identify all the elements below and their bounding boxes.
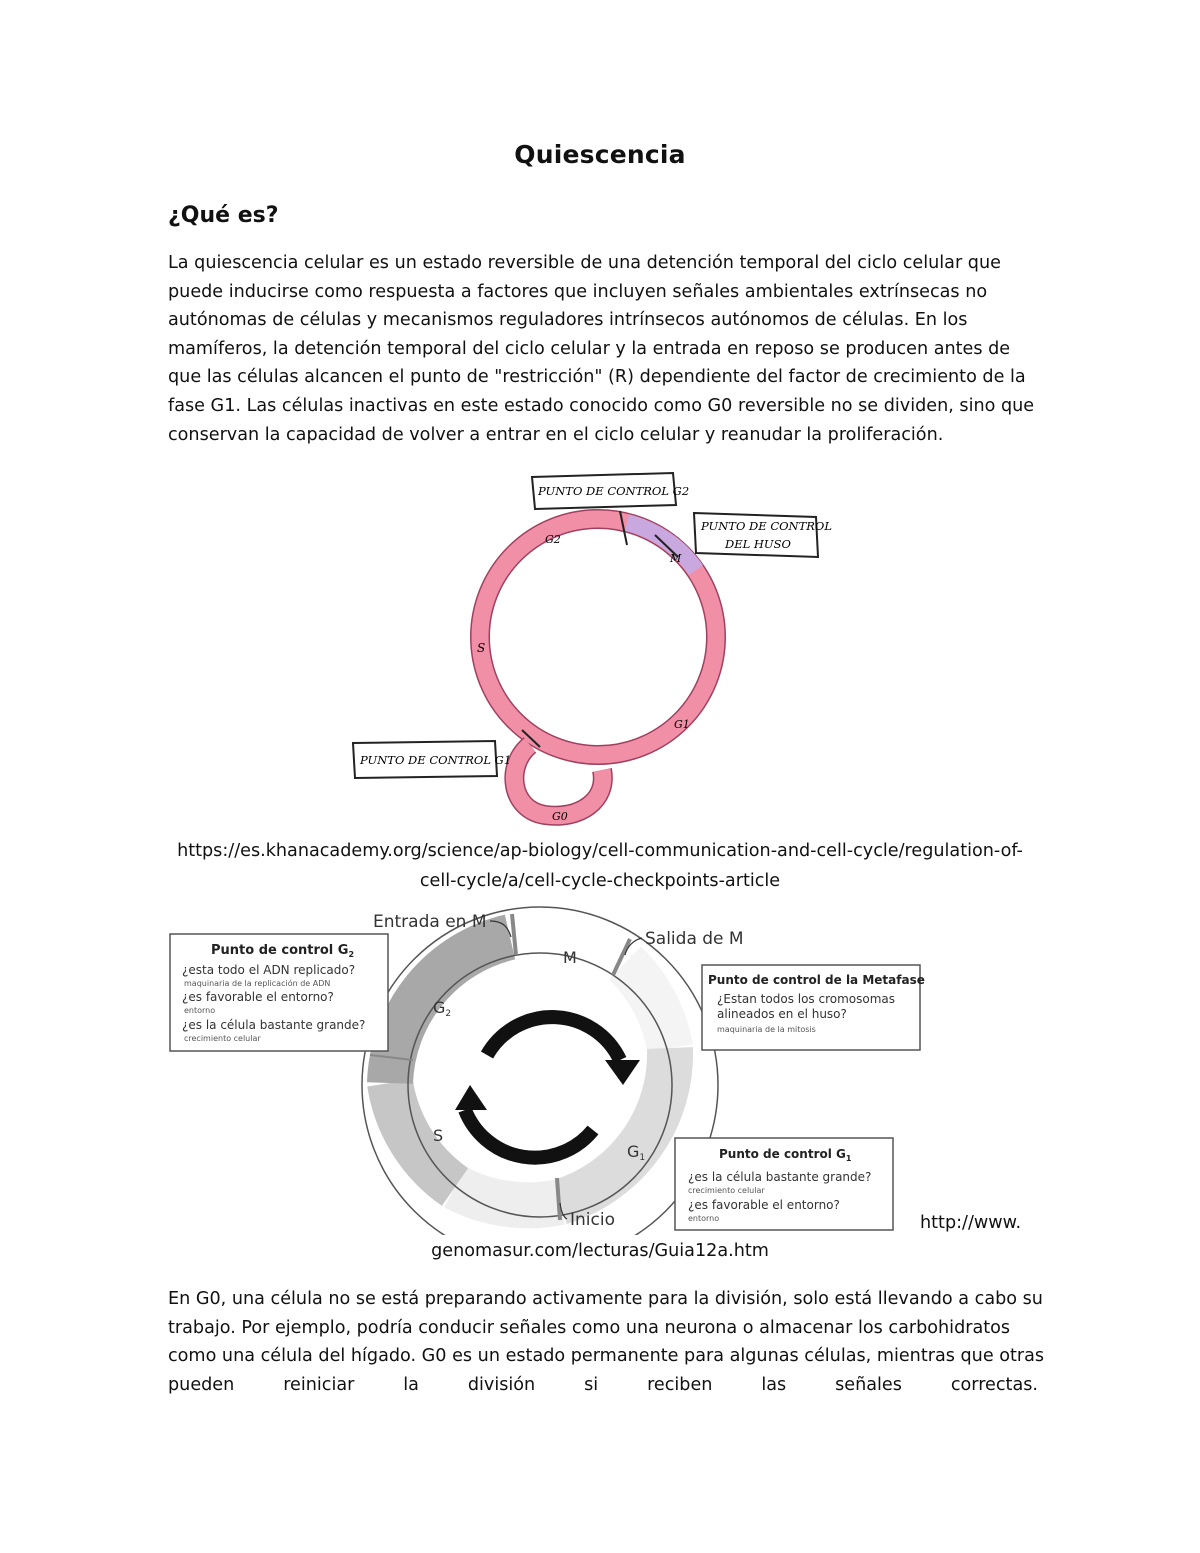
- phase-label-m2: M: [563, 948, 577, 967]
- phase-label-g2: G2: [545, 533, 561, 546]
- phase-label-g2-2: G2: [433, 998, 452, 1019]
- label-salida-m: Salida de M: [645, 929, 744, 949]
- cycle-arrows: [465, 1017, 620, 1158]
- svg-text:entorno: entorno: [688, 1214, 720, 1223]
- phase-label-g0: G0: [552, 810, 568, 823]
- word: correctas.: [950, 1374, 1038, 1395]
- callout-g1: [353, 741, 511, 778]
- paragraph-line: trabajo. Por ejemplo, podría conducir señales como una neurona o almacenar los carbohidratos: [168, 1317, 1011, 1338]
- svg-text:¿Estan todos los cromosomas: ¿Estan todos los cromosomas: [717, 992, 896, 1006]
- caption-line: cell-cycle/a/cell-cycle-checkpoints-article: [419, 871, 781, 891]
- svg-text:maquinaria de la mitosis: maquinaria de la mitosis: [717, 1025, 816, 1034]
- svg-text:entorno: entorno: [184, 1006, 216, 1015]
- paragraph-line: fase G1. Las células inactivas en este estado conocido como G0 reversible no se dividen, sino que: [168, 395, 1035, 416]
- svg-text:crecimiento celular: crecimiento celular: [184, 1034, 261, 1043]
- page-title: Quiescencia: [514, 140, 686, 169]
- word: reiniciar: [283, 1374, 355, 1395]
- callout-g2: [532, 473, 689, 509]
- checkpoint-box-metafase: [702, 965, 925, 1050]
- mitosis-segment: [627, 523, 696, 570]
- cycle-ring-2: [362, 907, 718, 1235]
- word: las: [761, 1374, 787, 1395]
- label-entrada-m: Entrada en M: [373, 912, 487, 932]
- caption-line: https://es.khanacademy.org/science/ap-biology/cell-communication-and-cell-cycle/regulation-of-: [177, 841, 1023, 861]
- word: si: [584, 1374, 599, 1395]
- checkpoint-box-g1: [675, 1138, 893, 1230]
- paragraph-line: autónomas de células y mecanismos reguladores intrínsecos autónomos de células. En los: [168, 310, 968, 331]
- paragraph-line: como una célula del hígado. G0 es un estado permanente para algunas células, mientras que otras: [168, 1346, 1045, 1367]
- callout-spindle-line1: PUNTO DE CONTROL: [701, 519, 832, 533]
- svg-text:¿esta todo el ADN replicado?: ¿esta todo el ADN replicado?: [182, 963, 356, 977]
- word: señales: [835, 1374, 902, 1395]
- label-inicio: Inicio: [570, 1210, 615, 1230]
- svg-text:alineados en el huso?: alineados en el huso?: [717, 1007, 847, 1021]
- svg-text:Punto de control G1: Punto de control $G_1$: [719, 1147, 852, 1163]
- callout-g1-text: PUNTO DE CONTROL G1: [360, 753, 512, 767]
- word: reciben: [647, 1374, 713, 1395]
- paragraph-last-line: [168, 1371, 1038, 1400]
- svg-text:Punto de control G2: Punto de control $G_2$: [211, 943, 355, 959]
- phase-label-s2: S: [433, 1126, 444, 1145]
- word: la: [403, 1374, 419, 1395]
- svg-text:¿es la célula bastante grande?: ¿es la célula bastante grande?: [182, 1018, 366, 1032]
- paragraph-line: puede inducirse como respuesta a factores que incluyen señales ambientales extrínsecas no: [168, 281, 988, 302]
- cell-cycle-diagram-2: [165, 905, 925, 1235]
- svg-text:crecimiento celular: crecimiento celular: [688, 1186, 765, 1195]
- paragraph-line: mamíferos, la detención temporal del ciclo celular y la entrada en reposo se producen antes de: [168, 338, 1011, 359]
- arrow-head: [605, 1060, 640, 1085]
- svg-text:Punto de control de la Metafas: Punto de control de la Metafase: [708, 973, 925, 987]
- phase-label-m: M: [670, 552, 682, 565]
- paragraph-intro: [168, 249, 1038, 449]
- callout-spindle: [694, 513, 832, 557]
- phase-label-s: S: [477, 641, 486, 655]
- paragraph-line: conservan la capacidad de volver a entrar en el ciclo celular y reanudar la proliferación.: [168, 424, 944, 445]
- figure1-caption: [130, 836, 1070, 896]
- paragraph-g0: [168, 1285, 1045, 1399]
- cell-cycle-diagram-1: [340, 465, 840, 835]
- svg-text:maquinaria de la replicación d: maquinaria de la replicación de ADN: [184, 979, 331, 988]
- paragraph-line: La quiescencia celular es un estado reversible de una detención temporal del ciclo celular que: [168, 253, 1001, 273]
- word: pueden: [168, 1374, 235, 1395]
- phase-label-g1-2: G1: [627, 1142, 646, 1163]
- figure2-caption-part2: genomasur.com/lecturas/Guia12a.htm: [431, 1241, 769, 1261]
- paragraph-line: En G0, una célula no se está preparando activamente para la división, solo está llevando a cabo su: [168, 1289, 1043, 1309]
- arrow-head: [455, 1085, 487, 1110]
- svg-text:¿es favorable el entorno?: ¿es favorable el entorno?: [688, 1198, 840, 1212]
- checkpoint-box-g2: [170, 934, 388, 1051]
- figure2-caption-part1: http://www.: [920, 1213, 1022, 1233]
- callout-g2-text: PUNTO DE CONTROL G2: [538, 484, 690, 498]
- phase-label-g1: G1: [674, 718, 690, 731]
- callout-spindle-line2: DEL HUSO: [725, 537, 791, 551]
- svg-text:¿es favorable el entorno?: ¿es favorable el entorno?: [182, 990, 334, 1004]
- section-heading: ¿Qué es?: [168, 203, 279, 228]
- svg-text:¿es la célula bastante grande?: ¿es la célula bastante grande?: [688, 1170, 872, 1184]
- paragraph-line: que las células alcancen el punto de "restricción" (R) dependiente del factor de crecimiento de la: [168, 367, 1026, 388]
- word: división: [467, 1374, 536, 1395]
